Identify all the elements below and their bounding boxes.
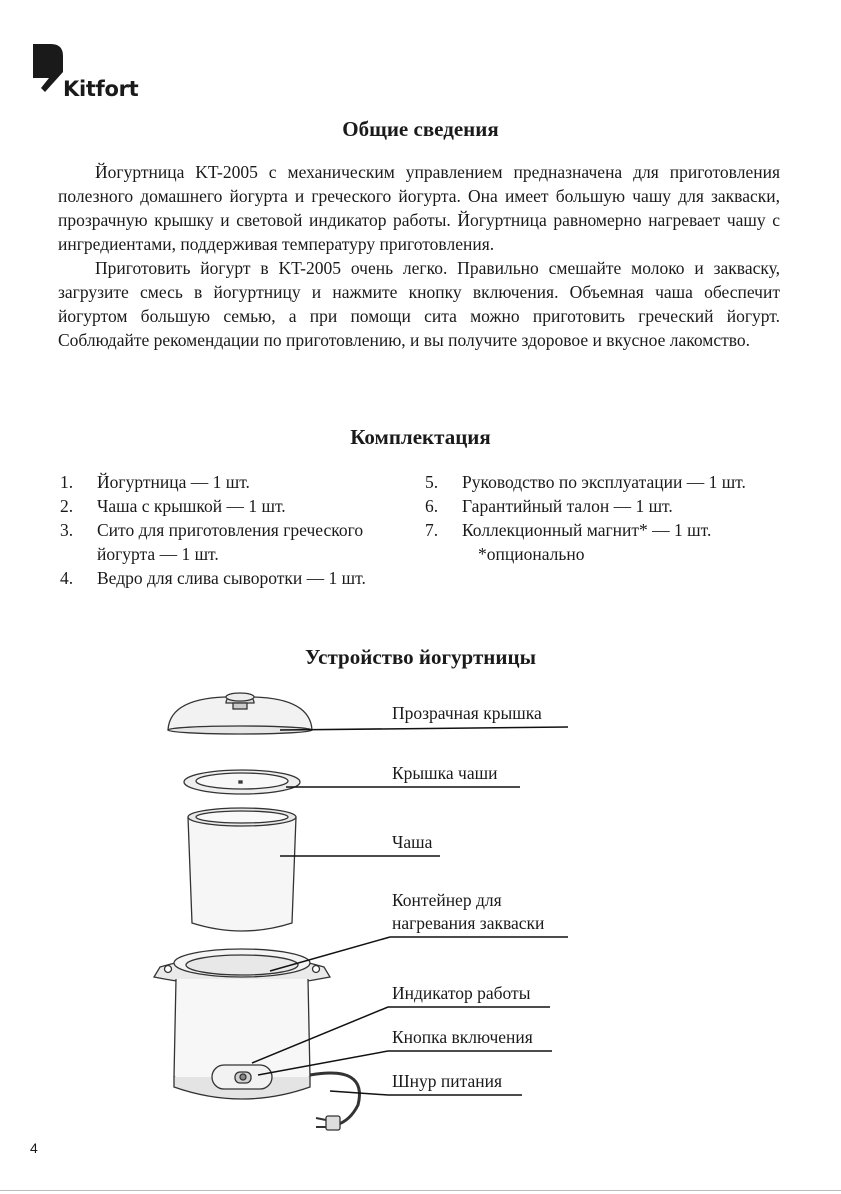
item-number: 2. [60, 496, 74, 516]
item-text: Гарантийный талон — 1 шт. [462, 496, 673, 516]
section-title-device: Устройство йогуртницы [305, 645, 536, 669]
list-item [60, 518, 420, 566]
item-number: 4. [60, 568, 74, 588]
label-power-cord: Шнур питания [392, 1071, 503, 1091]
item-text: Чаша с крышкой — 1 шт. [97, 496, 286, 516]
optional-note: *опционально [478, 544, 585, 564]
label-bowl-lid: Крышка чаши [392, 763, 498, 783]
item-text: Коллекционный магнит* — 1 шт. [462, 520, 712, 540]
item-number: 7. [425, 520, 439, 540]
item-number: 5. [425, 472, 439, 492]
label-container-line1: Контейнер для [392, 890, 502, 910]
kitfort-logo [33, 44, 153, 104]
kit-list-right [425, 470, 805, 566]
item-text: Сито для приготовления греческого йогурта — 1 шт. [97, 520, 364, 564]
item-text: Йогуртница — 1 шт. [97, 472, 250, 492]
general-description [58, 160, 780, 352]
item-text: Ведро для слива сыворотки — 1 шт. [97, 568, 366, 588]
list-item [60, 566, 420, 590]
kit-list-left [60, 470, 420, 590]
device-diagram [140, 685, 600, 1145]
section-title-general: Общие сведения [342, 117, 499, 141]
item-text: Руководство по эксплуатации — 1 шт. [462, 472, 746, 492]
bowl-illustration [188, 808, 296, 931]
label-clear-lid: Прозрачная крышка [392, 703, 542, 723]
label-indicator: Индикатор работы [392, 983, 531, 1003]
list-item [60, 494, 420, 518]
list-item [425, 518, 805, 566]
logo-mark-icon [33, 44, 63, 96]
item-number: 1. [60, 472, 74, 492]
logo-wordmark: Kitfort [63, 77, 139, 101]
item-number: 6. [425, 496, 439, 516]
label-container-line2: нагревания закваски [392, 913, 545, 933]
section-title-kit: Комплектация [350, 425, 491, 449]
paragraph-1: Йогуртница KT-2005 с механическим управлением предназначена для приготовления полезного домашнего йогурта и греческого йогурта. Она имеет большую чашу для закваски, прозрачную крышку и световой индикатор работы. Йогуртница равномерно нагревает чашу с ингредиентами, поддерживая температуру приготовления. [58, 162, 780, 254]
label-bowl: Чаша [392, 832, 433, 852]
bowl-lid-illustration [184, 770, 300, 794]
list-item [60, 470, 420, 494]
list-item [425, 470, 805, 494]
base-illustration [154, 949, 359, 1130]
page-number: 4 [30, 1140, 38, 1156]
paragraph-2: Приготовить йогурт в KT-2005 очень легко. Правильно смешайте молоко и закваску, загрузите смесь в йогуртницу и нажмите кнопку включения. Объемная чаша обеспечит йогуртом большую семью, а при помощи сита можно приготовить греческий йогурт. Соблюдайте рекомендации по приготовлению, и вы получите здоровое и вкусное лакомство. [58, 258, 780, 350]
item-number: 3. [60, 520, 74, 540]
page-bottom-divider [0, 1190, 841, 1191]
label-power-button: Кнопка включения [392, 1027, 533, 1047]
clear-lid-illustration [168, 693, 312, 734]
list-item [425, 494, 805, 518]
